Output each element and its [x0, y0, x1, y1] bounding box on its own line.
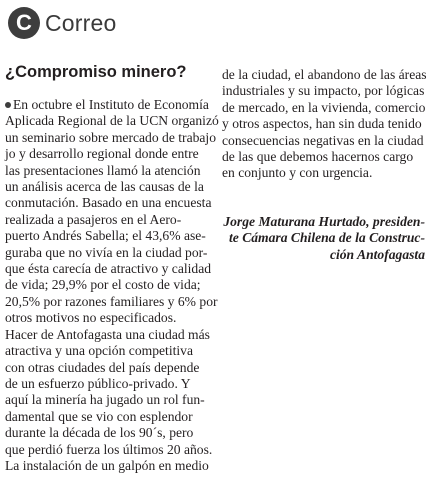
- body-line: Aplicada Regional de la UCN organizó: [5, 113, 219, 129]
- body-line: industriales y su impacto, por lógicas: [222, 83, 425, 99]
- body-line: atractiva y una opción competitiva: [5, 343, 193, 359]
- body-line: conmutación. Basado en una encuesta: [5, 195, 212, 211]
- signature-line: Jorge Maturana Hurtado, presiden-: [223, 214, 425, 229]
- section-logo-icon: [8, 7, 40, 39]
- letter-signature: [222, 214, 425, 263]
- body-line: un seminario sobre mercado de trabajo: [5, 129, 217, 145]
- body-line: [5, 97, 210, 113]
- body-line: La instalación de un galpón en medio: [5, 457, 209, 473]
- body-line-text: En octubre el Instituto de Economía: [13, 97, 209, 112]
- bullet-icon: [5, 102, 11, 108]
- body-line: realizada a pasajeros en el Aero-: [5, 211, 182, 227]
- body-line: guraba que no vivía en la ciudad por-: [5, 244, 208, 260]
- letter-body-right-column: [222, 67, 425, 182]
- body-line: de la ciudad, el abandono de las áreas: [222, 67, 427, 82]
- body-line: con otras ciudades del país depende: [5, 359, 200, 375]
- body-line: Hacer de Antofagasta una ciudad más: [5, 326, 210, 342]
- body-line: de un esfuerzo público-privado. Y: [5, 375, 191, 391]
- body-line: de las que debemos hacernos cargo: [222, 149, 414, 165]
- body-line: de mercado, en la vivienda, comercio: [222, 99, 426, 115]
- body-line: que perdió fuerza los últimos 20 años.: [5, 441, 213, 457]
- body-line: 20,5% por razones familiares y 6% por: [5, 293, 218, 309]
- body-line: jo y desarrollo regional donde entre: [5, 146, 199, 162]
- body-line: damental que se vio con esplendor: [5, 408, 193, 424]
- letter-headline: ¿Compromiso minero?: [5, 63, 187, 81]
- body-line: durante la década de los 90´s, pero: [5, 425, 194, 441]
- body-line: otros motivos no especificados.: [5, 310, 177, 326]
- body-line: en conjunto y con urgencia.: [222, 165, 373, 181]
- signature-line: ción Antofagasta: [329, 246, 425, 262]
- section-header: [8, 6, 117, 40]
- body-line: que ésta carecía de atractivo y calidad: [5, 261, 212, 277]
- body-line: puerto Andrés Sabella; el 43,6% ase-: [5, 228, 206, 244]
- body-line: aquí la minería ha jugado un rol fun-: [5, 392, 205, 408]
- body-line: de vida; 29,9% por el costo de vida;: [5, 277, 201, 293]
- section-logo-letter: C: [16, 10, 32, 35]
- body-line: y otros aspectos, han sin duda tenido: [222, 116, 422, 132]
- letter-body-left-column: [5, 97, 219, 474]
- signature-line: te Cámara Chilena de la Construc-: [228, 230, 425, 246]
- body-line: las presentaciones llamó la atención: [5, 162, 201, 178]
- section-title: Correo: [45, 9, 117, 36]
- body-line: consecuencias negativas en la ciudad: [222, 132, 424, 148]
- body-line: un análisis acerca de las causas de la: [5, 179, 204, 195]
